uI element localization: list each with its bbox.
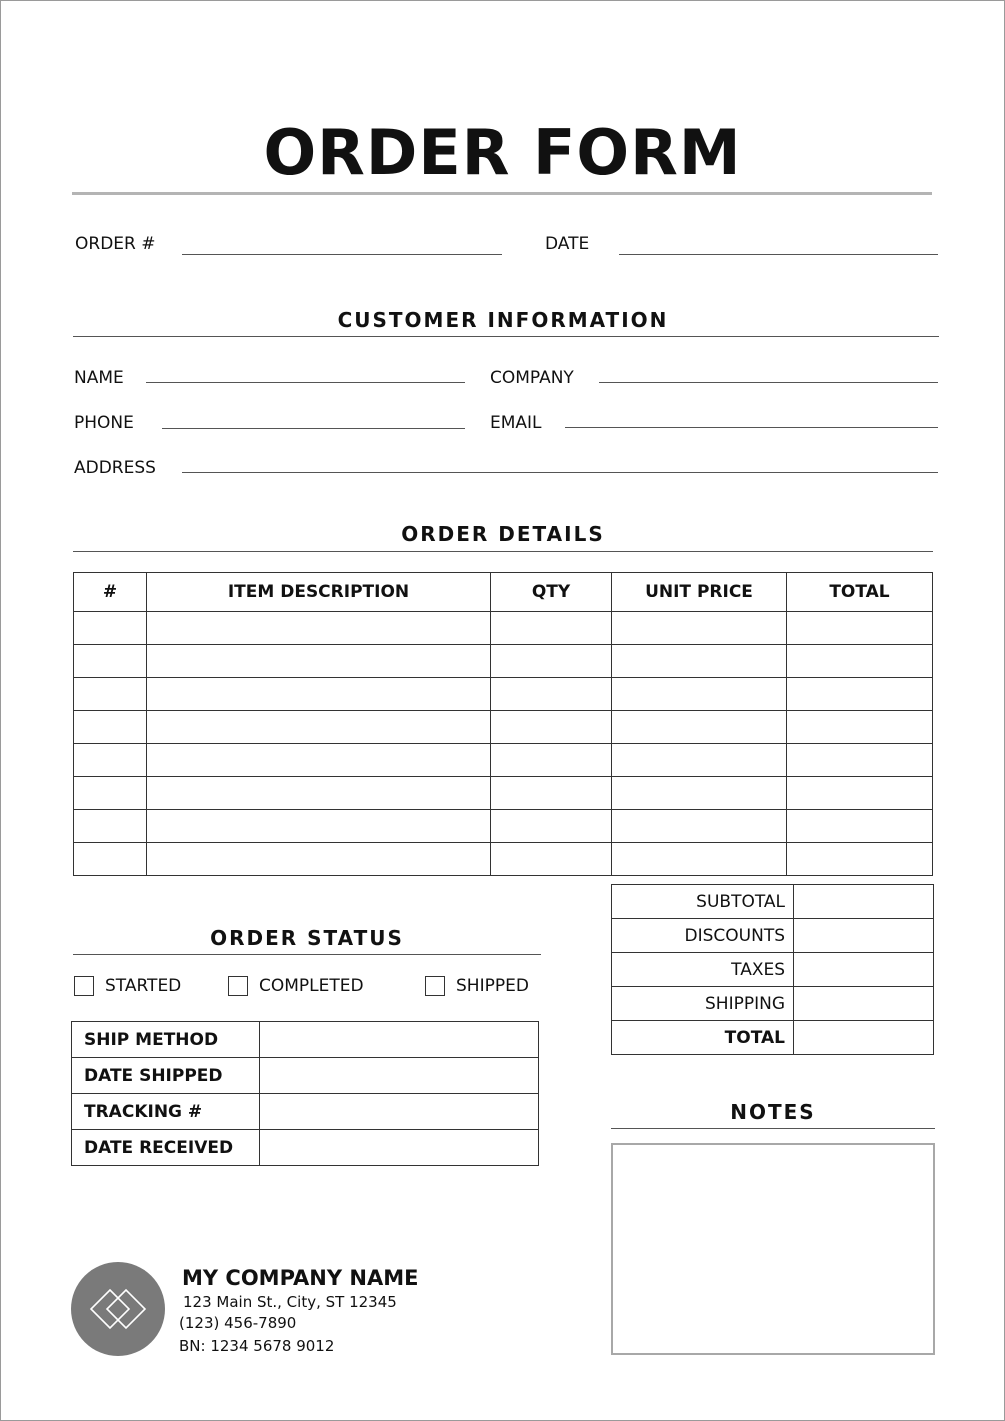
- table-cell[interactable]: [147, 612, 491, 645]
- date-shipped-label: DATE SHIPPED: [72, 1058, 260, 1094]
- table-cell[interactable]: [612, 645, 787, 678]
- subtotal-row: [612, 885, 934, 919]
- discounts-value[interactable]: [794, 919, 934, 953]
- table-cell[interactable]: [74, 645, 147, 678]
- table-cell[interactable]: [612, 810, 787, 843]
- company-phone: (123) 456-7890: [179, 1314, 297, 1332]
- subtotal-value[interactable]: [794, 885, 934, 919]
- date-received-label: DATE RECEIVED: [72, 1130, 260, 1166]
- table-row: [74, 843, 933, 876]
- table-cell[interactable]: [491, 777, 612, 810]
- date-received-value[interactable]: [260, 1130, 539, 1166]
- order-status-divider: [73, 954, 541, 955]
- status-started-label: STARTED: [105, 976, 182, 996]
- tracking-label: TRACKING #: [72, 1094, 260, 1130]
- table-cell[interactable]: [74, 843, 147, 876]
- phone-field[interactable]: [162, 428, 465, 429]
- tracking-value[interactable]: [260, 1094, 539, 1130]
- table-cell[interactable]: [491, 678, 612, 711]
- tracking-row: [72, 1094, 539, 1130]
- taxes-row: [612, 953, 934, 987]
- discounts-label: DISCOUNTS: [612, 919, 794, 953]
- table-row: [74, 645, 933, 678]
- taxes-label: TAXES: [612, 953, 794, 987]
- table-row: [74, 777, 933, 810]
- table-cell[interactable]: [612, 678, 787, 711]
- table-cell[interactable]: [612, 612, 787, 645]
- status-started[interactable]: [74, 976, 181, 996]
- checkbox-completed[interactable]: [228, 976, 248, 996]
- taxes-value[interactable]: [794, 953, 934, 987]
- totals-table: [611, 884, 934, 1055]
- shipping-row: [612, 987, 934, 1021]
- ship-method-label: SHIP METHOD: [72, 1022, 260, 1058]
- company-name: MY COMPANY NAME: [182, 1266, 419, 1290]
- checkbox-shipped[interactable]: [425, 976, 445, 996]
- diamond-logo-icon: [71, 1262, 165, 1356]
- table-cell[interactable]: [491, 645, 612, 678]
- table-cell[interactable]: [491, 711, 612, 744]
- table-cell[interactable]: [612, 744, 787, 777]
- date-shipped-row: [72, 1058, 539, 1094]
- date-label: DATE: [545, 234, 590, 254]
- table-cell[interactable]: [74, 711, 147, 744]
- title-divider: [72, 192, 932, 195]
- company-bn: BN: 1234 5678 9012: [179, 1337, 335, 1355]
- order-items-table: [73, 572, 933, 876]
- table-cell[interactable]: [147, 645, 491, 678]
- col-qty-header: QTY: [491, 573, 612, 612]
- email-field[interactable]: [565, 427, 938, 428]
- shipping-value[interactable]: [794, 987, 934, 1021]
- checkbox-started[interactable]: [74, 976, 94, 996]
- notes-divider: [611, 1128, 935, 1129]
- shipping-info-table: [71, 1021, 539, 1166]
- date-field[interactable]: [619, 254, 938, 255]
- table-cell[interactable]: [147, 843, 491, 876]
- table-row: [74, 744, 933, 777]
- table-cell[interactable]: [74, 744, 147, 777]
- total-label: TOTAL: [612, 1021, 794, 1055]
- total-row: [612, 1021, 934, 1055]
- table-row: [74, 678, 933, 711]
- order-status-heading: ORDER STATUS: [210, 926, 404, 950]
- name-field[interactable]: [146, 382, 465, 383]
- table-cell[interactable]: [787, 843, 933, 876]
- table-cell[interactable]: [612, 711, 787, 744]
- company-address: 123 Main St., City, ST 12345: [183, 1293, 397, 1311]
- table-cell[interactable]: [491, 744, 612, 777]
- table-cell[interactable]: [74, 810, 147, 843]
- table-cell[interactable]: [74, 678, 147, 711]
- company-logo: [71, 1262, 165, 1356]
- company-label: COMPANY: [490, 368, 574, 388]
- col-total-header: TOTAL: [787, 573, 933, 612]
- status-completed-label: COMPLETED: [259, 976, 364, 996]
- customer-information-heading: CUSTOMER INFORMATION: [337, 308, 669, 332]
- page-title: ORDER FORM: [263, 116, 742, 189]
- table-cell[interactable]: [74, 777, 147, 810]
- phone-label: PHONE: [74, 413, 134, 433]
- table-cell[interactable]: [612, 843, 787, 876]
- col-unit-price-header: UNIT PRICE: [612, 573, 787, 612]
- table-cell[interactable]: [787, 777, 933, 810]
- table-cell[interactable]: [612, 777, 787, 810]
- shipping-label: SHIPPING: [612, 987, 794, 1021]
- col-number-header: #: [74, 573, 147, 612]
- company-field[interactable]: [599, 382, 938, 383]
- table-cell[interactable]: [491, 612, 612, 645]
- table-cell[interactable]: [491, 810, 612, 843]
- ship-method-value[interactable]: [260, 1022, 539, 1058]
- order-details-divider: [73, 551, 933, 552]
- table-row: [74, 810, 933, 843]
- ship-method-row: [72, 1022, 539, 1058]
- date-received-row: [72, 1130, 539, 1166]
- total-value[interactable]: [794, 1021, 934, 1055]
- table-cell[interactable]: [74, 612, 147, 645]
- table-cell[interactable]: [787, 645, 933, 678]
- col-item-description-header: ITEM DESCRIPTION: [147, 573, 491, 612]
- table-row: [74, 711, 933, 744]
- table-cell[interactable]: [787, 612, 933, 645]
- subtotal-label: SUBTOTAL: [612, 885, 794, 919]
- table-cell[interactable]: [787, 711, 933, 744]
- status-completed[interactable]: [228, 976, 364, 996]
- status-shipped-label: SHIPPED: [456, 976, 529, 996]
- order-number-field[interactable]: [182, 254, 502, 255]
- order-number-label: ORDER #: [75, 234, 156, 254]
- status-shipped[interactable]: [425, 976, 529, 996]
- address-field[interactable]: [182, 472, 938, 473]
- table-row: [74, 612, 933, 645]
- table-cell[interactable]: [147, 810, 491, 843]
- notes-box[interactable]: [611, 1143, 935, 1355]
- date-shipped-value[interactable]: [260, 1058, 539, 1094]
- table-cell[interactable]: [147, 678, 491, 711]
- email-label: EMAIL: [490, 413, 542, 433]
- table-cell[interactable]: [147, 711, 491, 744]
- items-header-row: [74, 573, 933, 612]
- address-label: ADDRESS: [74, 458, 156, 478]
- notes-heading: NOTES: [730, 1100, 816, 1124]
- discounts-row: [612, 919, 934, 953]
- name-label: NAME: [74, 368, 124, 388]
- table-cell[interactable]: [147, 777, 491, 810]
- table-cell[interactable]: [787, 678, 933, 711]
- table-cell[interactable]: [787, 810, 933, 843]
- table-cell[interactable]: [147, 744, 491, 777]
- customer-divider: [73, 336, 939, 337]
- table-cell[interactable]: [787, 744, 933, 777]
- order-details-heading: ORDER DETAILS: [401, 522, 605, 546]
- table-cell[interactable]: [491, 843, 612, 876]
